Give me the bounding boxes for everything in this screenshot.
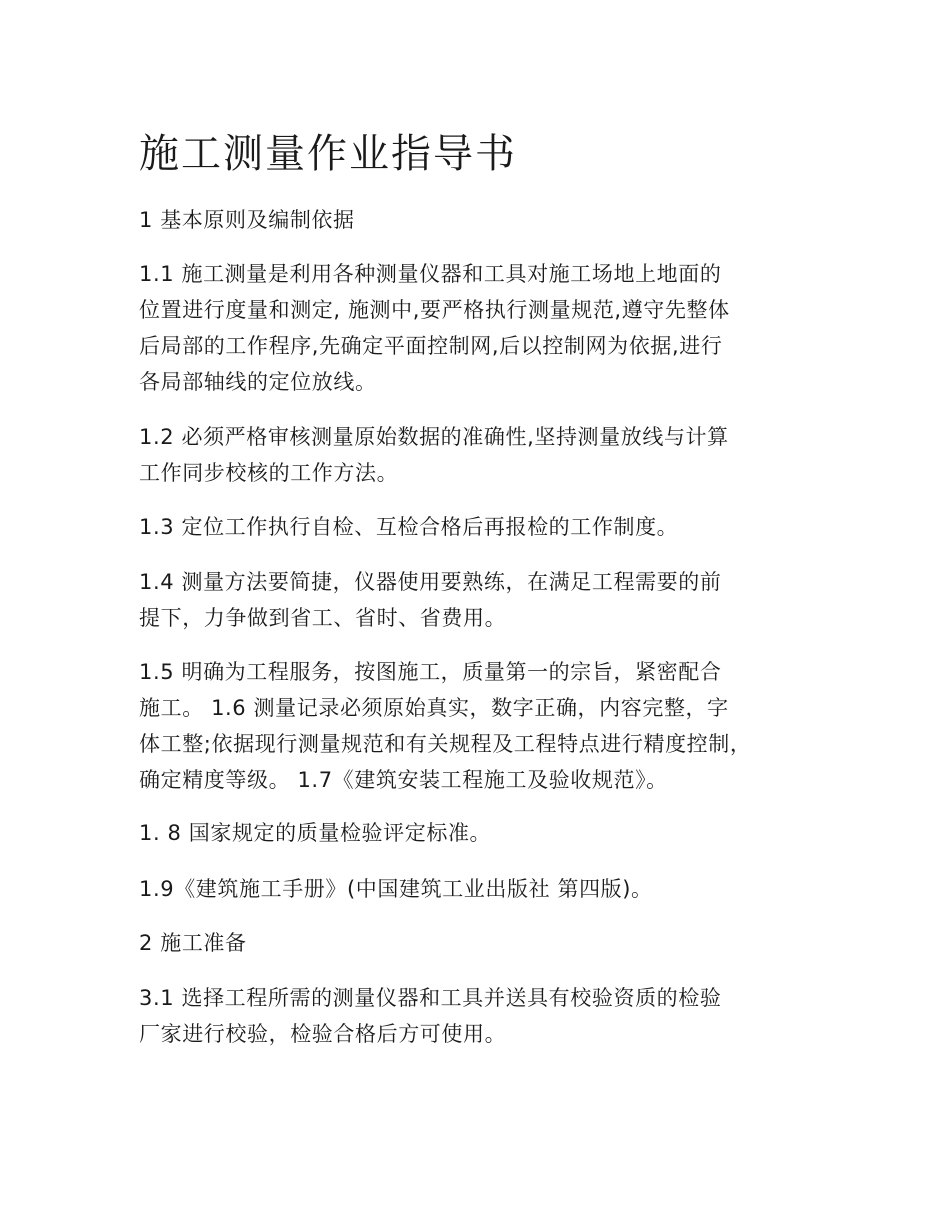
text-line: 工作同步校核的工作方法。 [139, 461, 399, 485]
text-line: 1.5 明确为工程服务，按图施工，质量第一的宗旨，紧密配合 [139, 660, 722, 684]
paragraph-1-4 [139, 564, 839, 636]
text-line: 后局部的工作程序,先确定平面控制网,后以控制网为依据,进行 [139, 334, 723, 358]
text-line: 1.3 定位工作执行自检、互检合格后再报检的工作制度。 [139, 515, 679, 539]
paragraph-1-3 [139, 509, 839, 545]
text-line: 厂家进行校验，检验合格后方可使用。 [139, 1022, 507, 1046]
text-line: 1. 8 国家规定的质量检验评定标准。 [139, 821, 492, 845]
paragraph-1-9 [139, 871, 839, 907]
paragraph-1-5 [139, 654, 839, 798]
text-line: 确定精度等级。 1.7《建筑安装工程施工及验收规范》。 [139, 768, 668, 792]
text-line: 各局部轴线的定位放线。 [139, 370, 377, 394]
text-line: 1.2 必须严格审核测量原始数据的准确性,坚持测量放线与计算 [139, 425, 729, 449]
text-line: 1.4 测量方法要简捷，仪器使用要熟练，在满足工程需要的前 [139, 570, 722, 594]
text-line: 3.1 选择工程所需的测量仪器和工具并送具有校验资质的检验 [139, 986, 722, 1010]
text-line: 施工。 1.6 测量记录必须原始真实，数字正确，内容完整，字 [139, 696, 729, 720]
text-line: 位置进行度量和测定, 施测中,要严格执行测量规范,遵守先整体 [139, 298, 730, 322]
paragraph-1-1 [139, 256, 839, 400]
section-heading-1 [139, 202, 839, 238]
text-line: 1 基本原则及编制依据 [139, 208, 355, 232]
text-line: 2 施工准备 [139, 931, 247, 955]
text-line: 1.9《建筑施工手册》(中国建筑工业出版社 第四版)。 [139, 877, 653, 901]
paragraph-1-2 [139, 419, 839, 491]
text-line: 1.1 施工测量是利用各种测量仪器和工具对施工场地上地面的 [139, 262, 722, 286]
paragraph-3-1 [139, 980, 839, 1052]
text-line: 提下，力争做到省工、省时、省费用。 [139, 606, 507, 630]
document-title: 施工测量作业指导书 [139, 131, 517, 177]
text-line: 体工整;依据现行测量规范和有关规程及工程特点进行精度控制， [139, 732, 752, 756]
section-heading-2 [139, 925, 839, 961]
paragraph-1-8 [139, 815, 839, 851]
